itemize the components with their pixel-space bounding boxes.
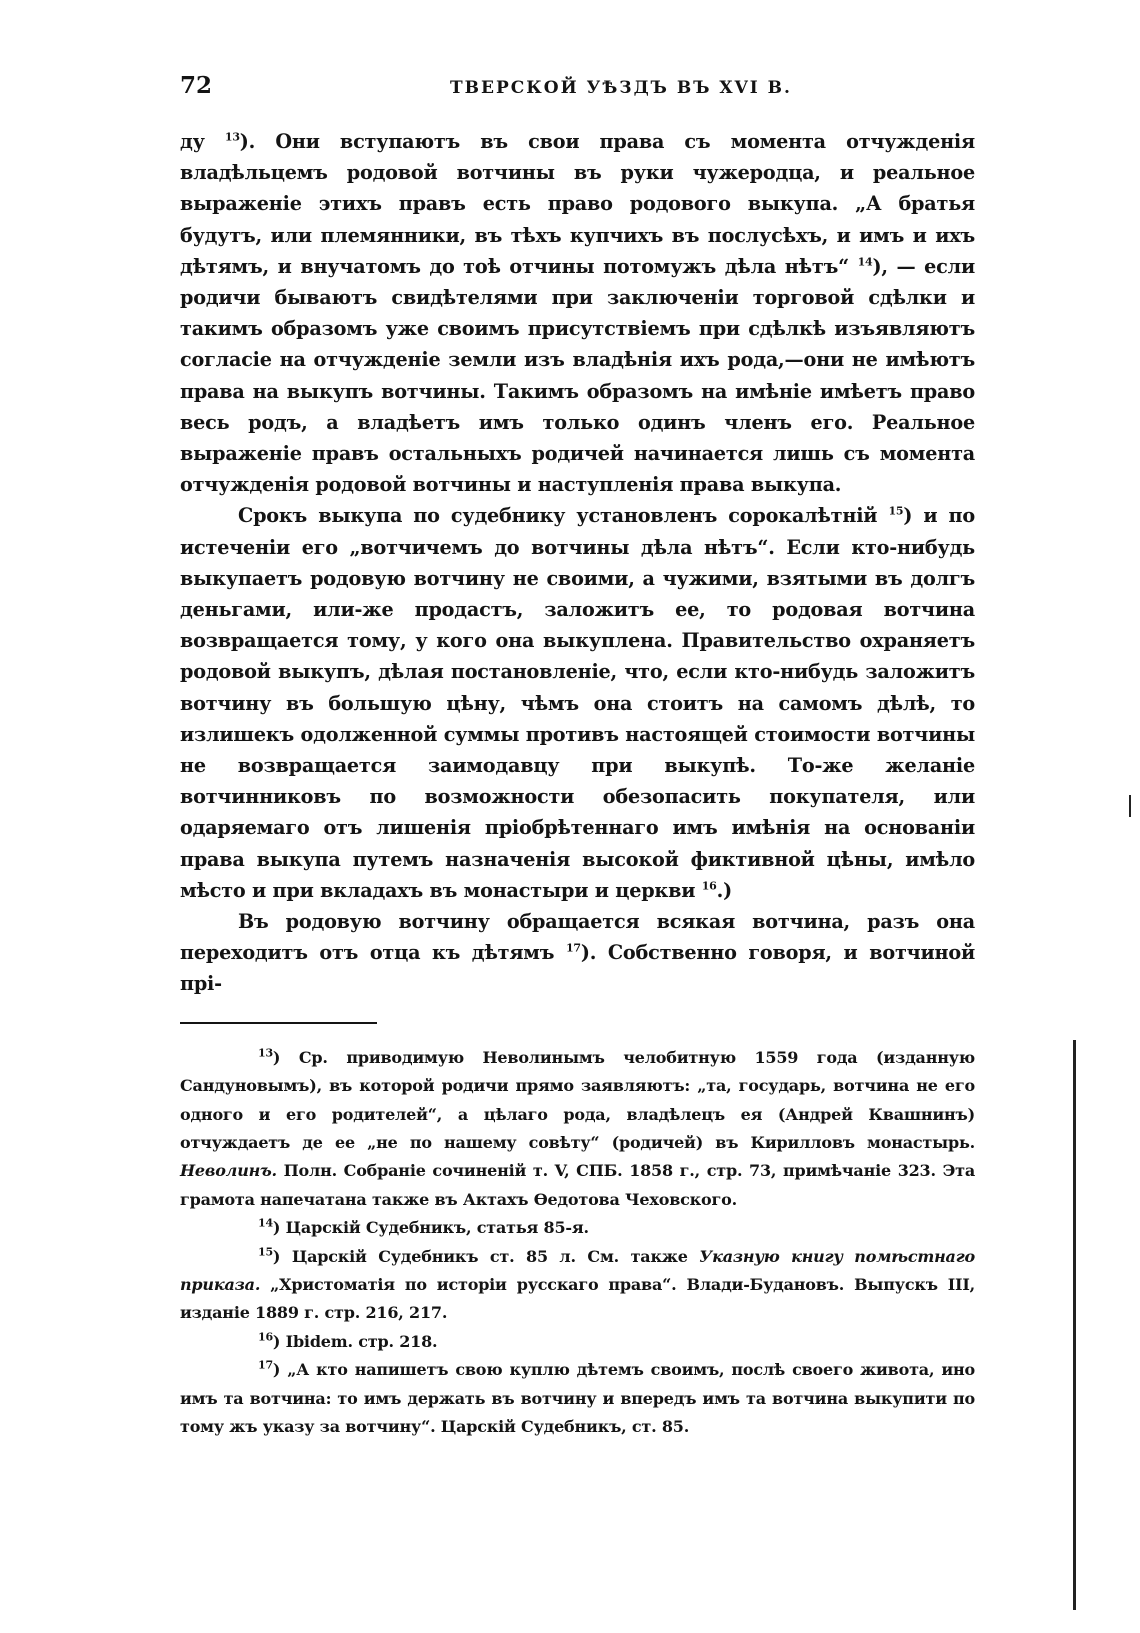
footnote-ref: 15 (888, 505, 904, 519)
footnote-14 (180, 1214, 975, 1242)
text-run: ) Царскій Судебникъ ст. 85 л. См. также (272, 1246, 700, 1266)
footnotes (180, 1044, 975, 1442)
footnote-ref: 15 (258, 1245, 273, 1259)
text-run: ). Они вступаютъ въ свои права съ момента отчужденія владѣльцемъ родовой вотчины въ руки чужеродца, и реальное выраженіе этихъ правъ есть право родового выкупа. „А братья будутъ, или племянники, въ тѣхъ купчихъ въ послусѣхъ, и имъ и ихъ дѣтямъ, и внучатомъ до тоѣ отчины потомужъ дѣла нѣтъ“ (180, 130, 975, 278)
text-run: ) „А кто напишетъ свою куплю дѣтемъ своимъ, послѣ своего живота, ино имъ та вотчина: то имъ держать въ вотчину и впередъ имъ та вотчина выкупити по тому жъ указу за вотчину“. Царскій Судебникъ, ст. 85. (180, 1360, 975, 1436)
footnote-16 (180, 1328, 975, 1356)
text-run: .) (716, 878, 732, 902)
italic-title: Указную книгу помѣстнаго приказа. (180, 1246, 975, 1294)
footnote-ref: 14 (258, 1216, 273, 1230)
running-head: ТВЕРСКОЙ УѢЗДЪ ВЪ XVI В. (450, 78, 792, 98)
text-run: Срокъ выкупа по судебнику установленъ сорокалѣтній (238, 504, 889, 528)
paragraph-3 (180, 906, 975, 1000)
body-text (180, 126, 975, 1000)
footnote-ref: 13 (224, 130, 240, 144)
footnote-ref: 17 (258, 1358, 273, 1372)
footnote-ref: 16 (701, 879, 717, 893)
italic-title: Неволинъ. (180, 1161, 277, 1181)
text-run: ). Собственно говоря, и вотчиной прі- (180, 941, 975, 996)
text-run: ) Ср. приводимую Неволинымъ челобитную 1559 года (изданную Сандуновымъ), въ которой родичи прямо заявляютъ: „та, государь, вотчина не его одного и его родителей“, а цѣлаго рода, владѣлецъ ея (Андрей Квашнинъ) отчуждаетъ де ее „не по нашему совѣту“ (родичей) въ Кирилловъ монастырь. (180, 1047, 975, 1152)
footnote-divider (180, 1022, 377, 1024)
text-run: ) Царскій Судебникъ, статья 85-я. (272, 1218, 589, 1238)
text-run: „Христоматія по исторіи русскаго права“. Влади-Будановъ. Выпускъ III, изданіе 1889 г. стр. 216, 217. (180, 1274, 975, 1323)
page-number: 72 (180, 72, 213, 99)
text-run: ду (180, 130, 225, 153)
text-run: Въ родовую вотчину обращается всякая вотчина, разъ она переходитъ отъ отца къ дѣтямъ (180, 910, 975, 965)
page-header (180, 72, 975, 112)
footnote-ref: 13 (258, 1046, 273, 1060)
scan-edge-mark (1073, 1040, 1076, 1610)
footnote-13 (180, 1044, 975, 1214)
text-run: ) и по истеченіи его „вотчичемъ до вотчины дѣла нѣтъ“. Если кто-нибудь выкупаетъ родовую вотчину не своими, а чужими, взятыми въ долгъ деньгами, или-же продастъ, заложитъ ее, то родовая вотчина возвращается тому, у кого она выкуплена. Правительство охраняетъ родовой выкупъ, дѣлая постановленіе, что, если кто-нибудь заложитъ вотчину въ большую цѣну, чѣмъ она стоитъ на самомъ дѣлѣ, то излишекъ одолженной суммы противъ настоящей стоимости вотчины не возвращается заимодавцу при выкупѣ. То-же желаніе вотчинниковъ по возможности обезопасить покупателя, или одаряемаго отъ лишенія пріобрѣтеннаго имъ имѣнія на основаніи права выкупа путемъ назначенія высокой фиктивной цѣны, имѣло мѣсто и при вкладахъ въ монастыри и церкви (180, 504, 976, 902)
footnote-17 (180, 1356, 975, 1441)
paragraph-2 (180, 500, 975, 906)
scan-edge-tick (1129, 795, 1131, 817)
text-run: ) Ibidem. стр. 218. (272, 1331, 438, 1351)
text-run: Полн. Собраніе сочиненій т. V, СПБ. 1858 г., стр. 73, примѣчаніе 323. Эта грамота напечатана также въ Актахъ Ѳедотова Чеховского. (180, 1161, 975, 1209)
text-run: ), — если родичи бываютъ свидѣтелями при заключеніи торговой сдѣлки и такимъ образомъ уже своимъ присутствіемъ при сдѣлкѣ изъявляютъ согласіе на отчужденіе земли изъ владѣнія ихъ рода,—они не имѣютъ права на выкупъ вотчины. Такимъ образомъ на имѣніе имѣетъ право весь родъ, а владѣетъ имъ только одинъ членъ его. Реальное выраженіе правъ остальныхъ родичей начинается лишь съ момента отчужденія родовой вотчины и наступленія права выкупа. (180, 254, 975, 497)
footnote-ref: 14 (857, 255, 873, 269)
paragraph-1 (180, 126, 975, 500)
footnote-ref: 17 (565, 941, 581, 955)
footnote-ref: 16 (258, 1330, 273, 1344)
document-page (180, 72, 975, 1441)
footnote-15 (180, 1243, 975, 1328)
